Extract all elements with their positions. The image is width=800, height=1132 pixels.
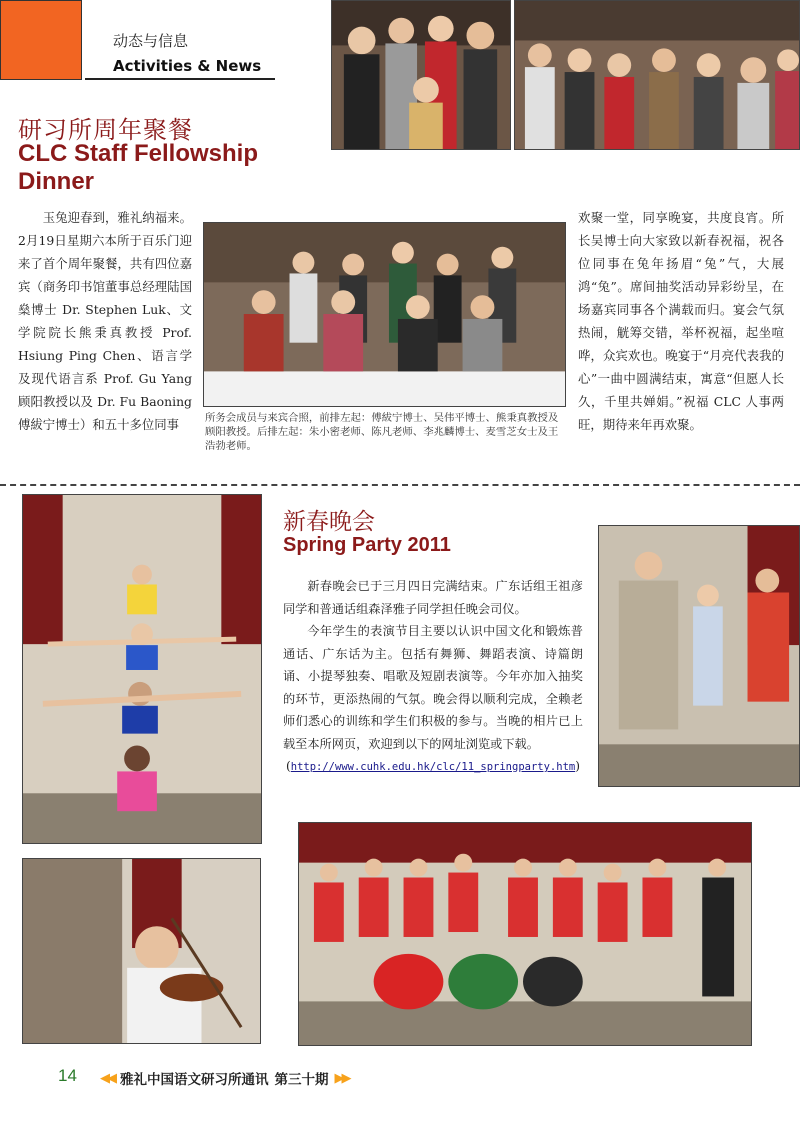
section-title-cn: 动态与信息 [113, 32, 189, 50]
article-title-en: CLC Staff Fellowship Dinner [18, 140, 258, 195]
header-underline [85, 78, 275, 80]
link-close-paren: ) [575, 759, 580, 773]
photo-lion-dance [298, 822, 752, 1046]
springparty-link[interactable]: http://www.cuhk.edu.hk/clc/11_springparty.htm [290, 761, 576, 773]
photo-group [203, 222, 566, 407]
article2-title-cn: 新春晚会 [283, 509, 375, 535]
photo-violin [22, 858, 261, 1044]
publication-name: 雅礼中国语文研习所通讯 [120, 1072, 269, 1088]
photo-dance [22, 494, 262, 844]
article-title-cn: 研习所周年聚餐 [18, 116, 193, 144]
article2-para2: 今年学生的表演节目主要以认识中国文化和锻炼普通话、广东话为主。包括有舞狮、舞蹈表演、诗篇朗诵、小提琴独奏、唱歌及短剧表演等。今年亦加入抽奖的环节，更添热闹的气氛。晚会得以顺利完成，全赖老师们悉心的训练和学生们积极的参与。当晚的相片已上载至本所网页，欢迎到以下的网址浏览或下载。 [283, 624, 583, 751]
article2-link-line [283, 755, 583, 779]
footer-publication-line [100, 1068, 349, 1088]
header-color-block [0, 0, 82, 80]
section-title-en: Activities & News [113, 57, 262, 75]
photo-mc [598, 525, 800, 787]
link-open-paren: ( [285, 759, 291, 773]
article2-para1: 新春晚会已于三月四日完满结束。广东话组王祖彦同学和普通话组森泽雅子同学担任晚会司仪。 [283, 579, 583, 616]
page-number: 14 [58, 1066, 77, 1085]
right-arrows-icon: ▶▶ [334, 1070, 349, 1086]
article2-title-en: Spring Party 2011 [283, 534, 451, 556]
issue-number: 第三十期 [274, 1072, 329, 1088]
left-arrows-icon: ◀◀ [100, 1070, 114, 1086]
photo-caption: 所务会成员与来宾合照，前排左起：傅紱宁博士、吴伟平博士、熊秉真教授及顾阳教授。后排左起：朱小密老师、陈凡老师、李兆麟博士、麦雪芝女士及王浩勃老师。 [205, 412, 559, 452]
article-body-left: 玉兔迎春到，雅礼纳福来。2月19日星期六本所于百乐门迎来了首个周年聚餐，共有四位嘉宾（商务印书馆董事总经理陆国燊博士 Dr. Stephen Luk、文学院院长熊秉真教授 Prof. Hsiung Ping Chen、语言学及现代语言系 Prof. Gu Yang 顾阳教授以及 Dr. Fu Baoning 傅紱宁博士）和五十多位同事 [18, 210, 192, 432]
photo-toast-right [514, 0, 800, 150]
photo-toast-left [331, 0, 511, 150]
article2-body [283, 575, 583, 779]
article-body-right: 欢聚一堂，同享晚宴，共度良宵。所长吴博士向大家致以新春祝福，祝各位同事在兔年扬眉“兔”气，大展鸿“兔”。席间抽奖活动异彩纷呈，在场嘉宾同事各个满载而归。宴会气氛热闹，觥筹交错，举杯祝福，起坐喧哗，众宾欢也。晚宴于“月亮代表我的心”一曲中圆满结束，寓意“但愿人长久，千里共婵娟。”祝福 CLC 人事两旺，期待来年再欢聚。 [578, 210, 784, 432]
section-divider [0, 484, 800, 486]
